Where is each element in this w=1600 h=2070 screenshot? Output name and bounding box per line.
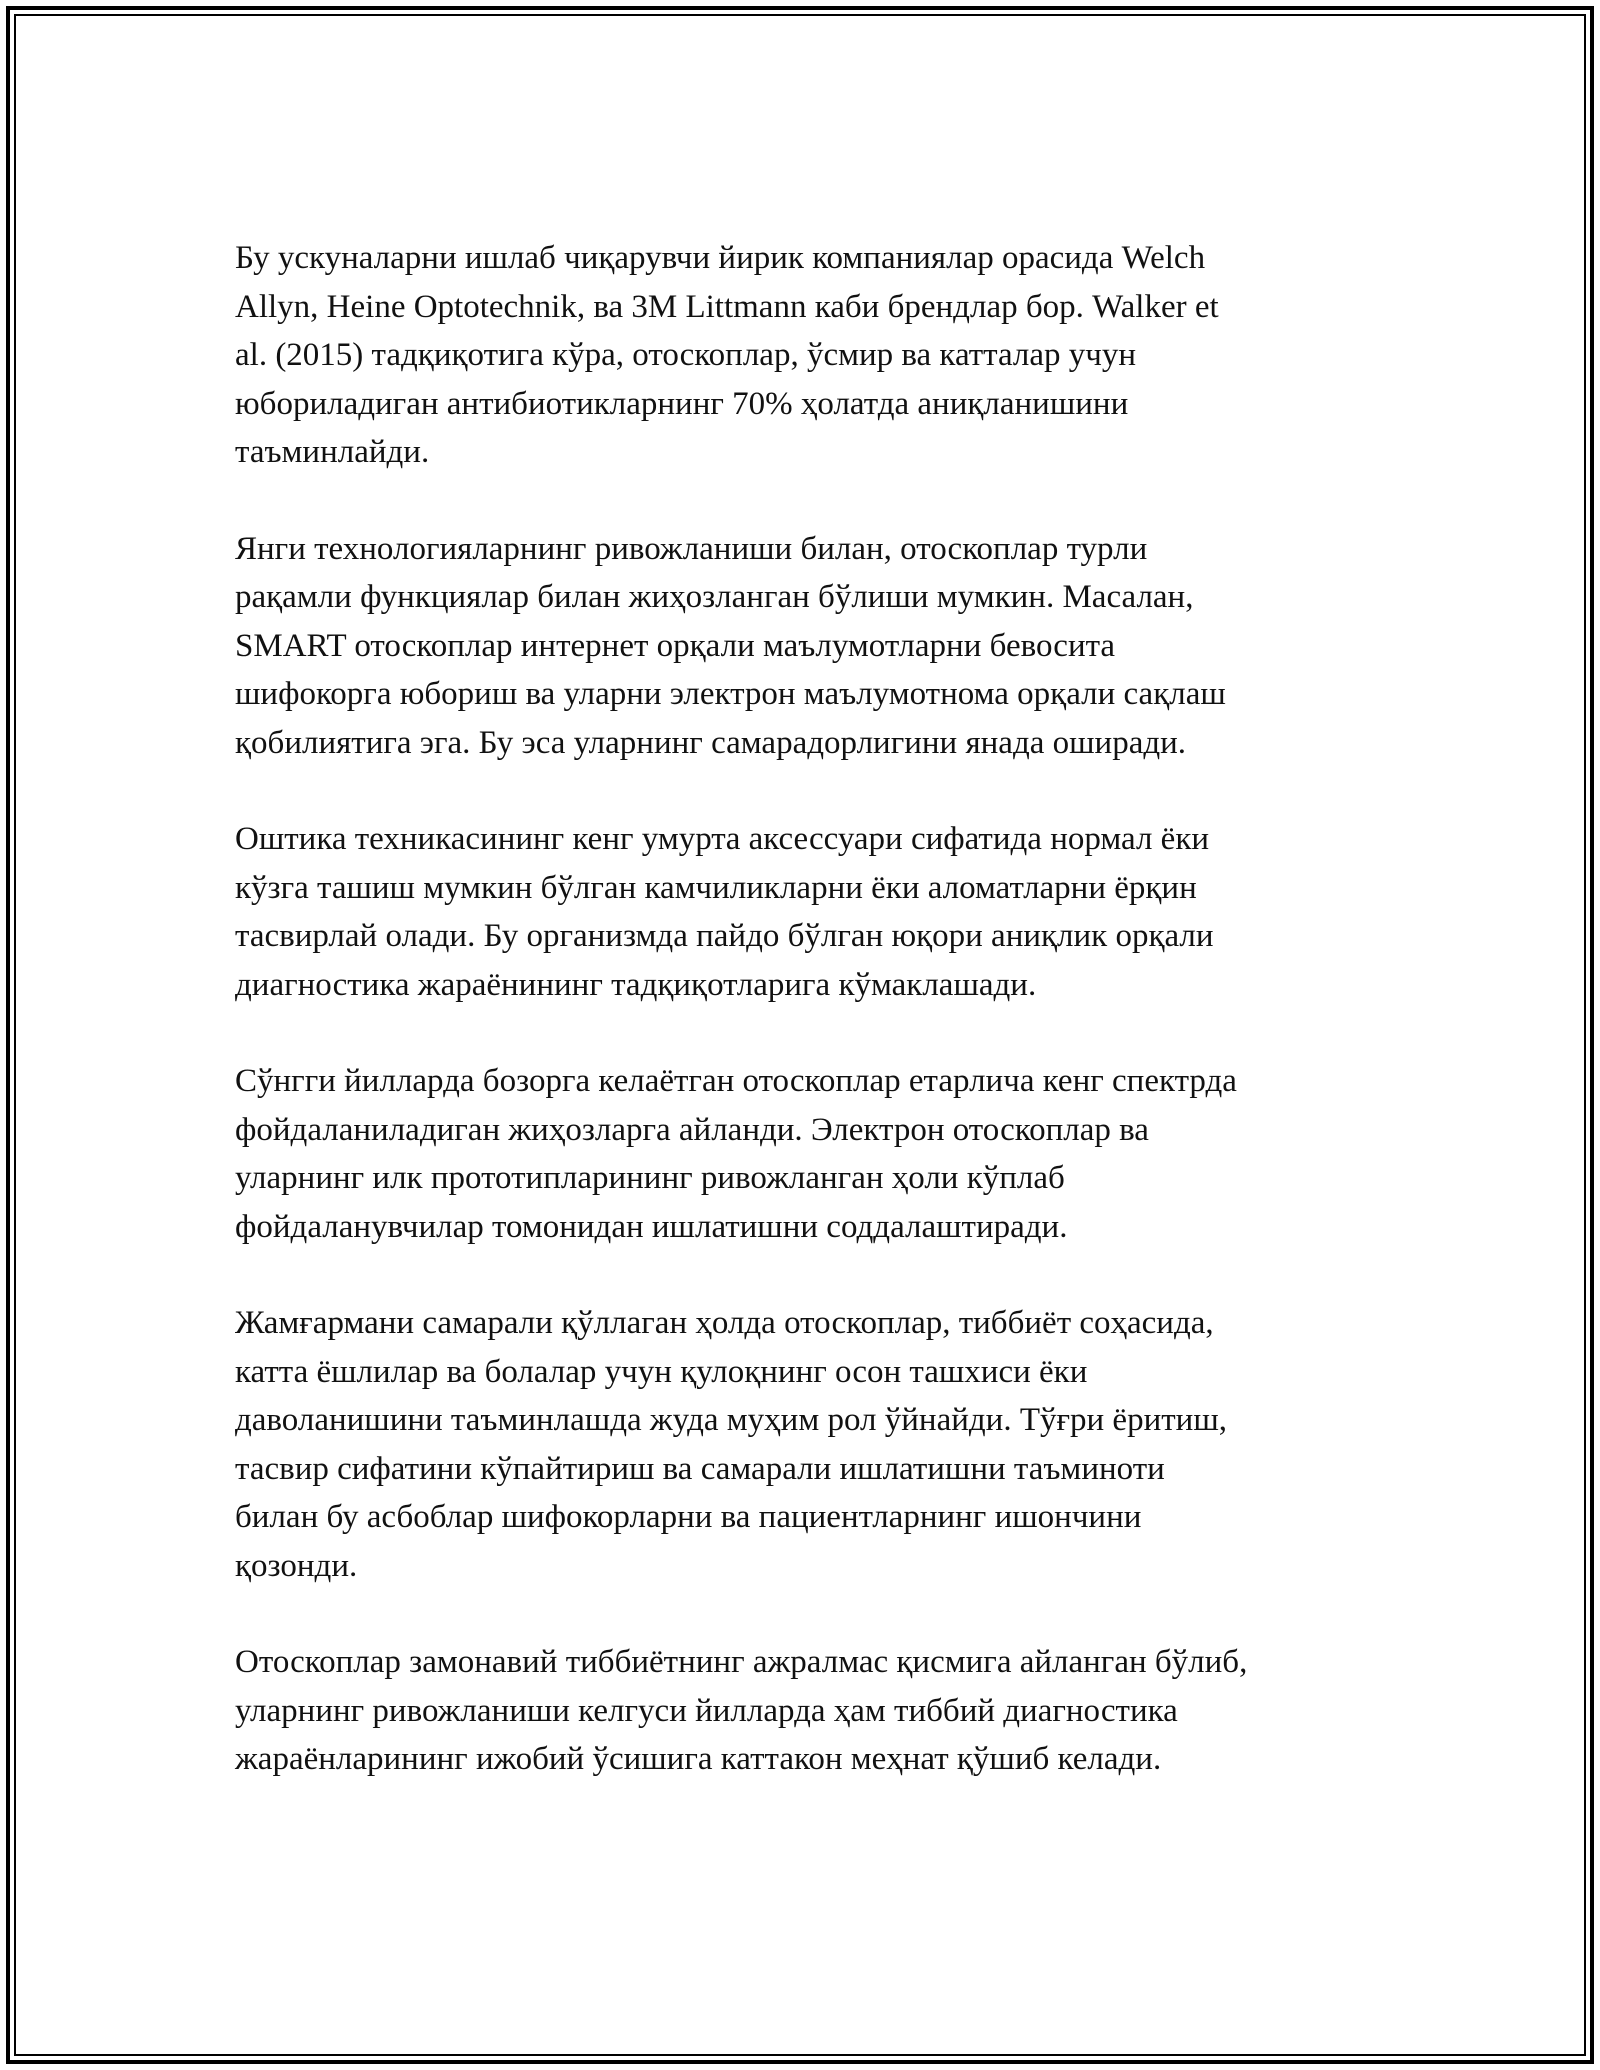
paragraph-manufacturers: Бу ускуналарни ишлаб чиқарувчи йирик компаниялар орасида Welch Allyn, Heine Optotechnik, ва 3M Littmann каби брендлар бор. Walker et al. (2015) тадқиқотига кўра, отоскоплар, ўсмир ва катталар учун юбориладиган антибиотикларнинг 70% ҳолатда аниқланишини таъминлайди. bbox=[235, 240, 1219, 470]
paragraph-optics: Оштика техникасининг кенг умуртa аксессуари сифатида нормал ёки кўзга ташиш мумкин бўлган камчиликларни ёки аломатларни ёрқин тасвирлай олади. Бу организмда пайдо бўлган юқори аниқлик орқали диагностика жараёнининг тадқиқотларига кўмаклашади. bbox=[235, 821, 1214, 1003]
paragraph-digital-features: Янги технологияларнинг ривожланиши билан, отоскоплар турли рақамли функциялар билан жиҳозланган бўлиши мумкин. Масалан, SMART отоскоплар интернет орқали маълумотларни бевосита шифокорга юбориш ва уларни электрон маълумотнома орқали сақлаш қобилиятига эга. Бу эса уларнинг самарадорлигини янада оширади. bbox=[235, 530, 1226, 761]
paragraph-medical-role: Жамғармани самарали қўллаган ҳолда отоскоплар, тиббиёт соҳасида, катта ёшлилар ва болалар учун қулоқнинг осон ташхиси ёки даволанишини таъминлашда жуда муҳим рол ўйнайди. Тўғри ёритиш, тасвир сифатини кўпайтириш ва самарали ишлатишни таъминоти билан бу асбоблар шифокорларни ва пациентларнинг ишончини қозонди. bbox=[235, 1305, 1227, 1584]
document-body bbox=[235, 234, 1385, 1832]
paragraph-conclusion: Отоскоплар замонавий тиббиётнинг ажралмас қисмига айланган бўлиб, уларнинг ривожланиши келгуси йилларда ҳам тиббий диагностика жараёнларининг ижобий ўсишига каттакон меҳнат қўшиб келади. bbox=[235, 1644, 1248, 1777]
paragraph-market: Сўнгги йилларда бозорга келаётган отоскоплар етарлича кенг спектрда фойдаланиладиган жиҳозларга айланди. Электрон отоскоплар ва уларнинг илк прототипларининг ривожланган ҳоли кўплаб фойдаланувчилар томонидан ишлатишни соддалаштиради. bbox=[235, 1063, 1237, 1245]
